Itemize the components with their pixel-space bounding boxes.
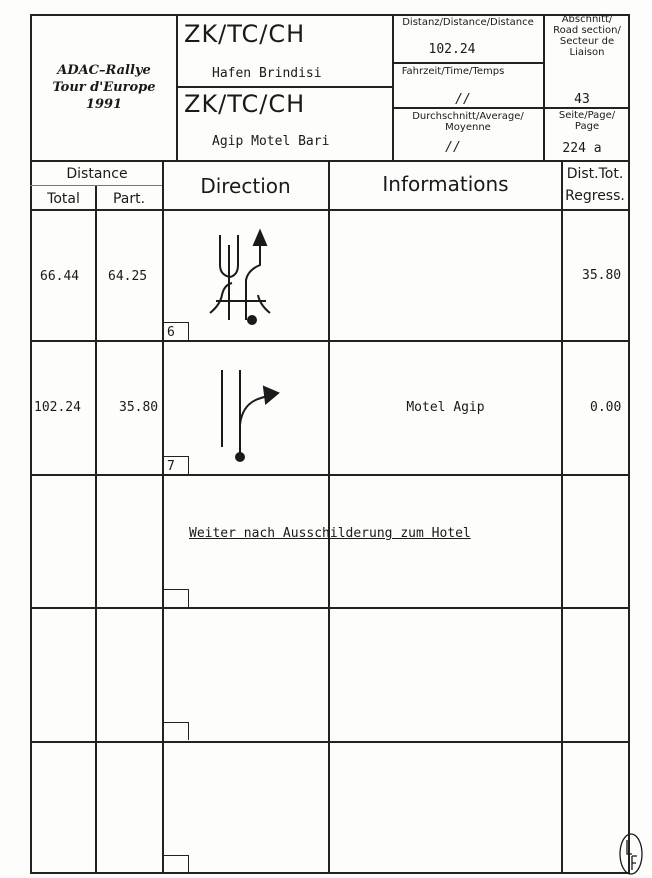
section-label-line2: Road section/ bbox=[553, 25, 621, 36]
row-2-info: Motel Agip bbox=[406, 400, 485, 415]
header-mid-line bbox=[176, 86, 392, 88]
outer-border-bottom bbox=[30, 872, 630, 874]
section-label-line1: Abschnitt/ bbox=[561, 14, 613, 25]
row-5-number bbox=[163, 855, 189, 873]
outer-border-right bbox=[628, 14, 630, 874]
route-note: Weiter nach Ausschilderung zum Hotel bbox=[189, 526, 471, 541]
col-header-dist-tot bbox=[562, 163, 628, 207]
row-1-number: 6 bbox=[163, 322, 189, 340]
row-3-number bbox=[163, 589, 189, 607]
col-header-total: Total bbox=[47, 191, 80, 207]
col-line-direction-info bbox=[328, 160, 330, 874]
row-2-regress: 0.00 bbox=[590, 400, 622, 415]
stage-code-start: ZK/TC/CH bbox=[184, 20, 306, 48]
header-divider-2 bbox=[392, 14, 394, 161]
distance-label: Distanz/Distance/Distance bbox=[402, 17, 534, 28]
row-1-part: 64.25 bbox=[108, 269, 148, 284]
header-divider-1 bbox=[176, 14, 178, 161]
col-header-part: Part. bbox=[112, 191, 146, 207]
col-header-direction: Direction bbox=[200, 174, 291, 198]
row-line-1 bbox=[30, 340, 630, 342]
outer-border-top bbox=[30, 14, 630, 16]
page-label bbox=[544, 110, 630, 132]
dist-tot-line1: Dist.Tot. bbox=[566, 166, 624, 182]
rally-year: 1991 bbox=[85, 97, 123, 112]
rally-tour: Tour d'Europe bbox=[52, 80, 156, 95]
signature-logo bbox=[618, 832, 644, 876]
distance-subheader-line bbox=[30, 185, 162, 186]
col-header-informations: Informations bbox=[382, 172, 509, 196]
col-line-info-regress bbox=[561, 160, 563, 874]
row-line-3 bbox=[30, 607, 630, 609]
page-label-line2: Page bbox=[574, 121, 600, 132]
col-line-part-direction bbox=[162, 160, 164, 874]
row-2-number: 7 bbox=[163, 456, 189, 474]
header-bottom-line bbox=[30, 160, 630, 162]
col-header-distance: Distance bbox=[66, 166, 128, 182]
average-value: // bbox=[445, 140, 461, 155]
end-location: Agip Motel Bari bbox=[212, 134, 330, 149]
row-line-4 bbox=[30, 741, 630, 743]
fork-right-icon bbox=[200, 365, 290, 470]
time-label: Fahrzeit/Time/Temps bbox=[401, 66, 505, 77]
row-4-number bbox=[163, 722, 189, 740]
col-line-total-part bbox=[95, 185, 97, 874]
distance-value: 102.24 bbox=[428, 42, 476, 57]
rally-name: ADAC–Rallye bbox=[57, 63, 151, 78]
section-label bbox=[544, 14, 630, 58]
row-2-part: 35.80 bbox=[119, 400, 159, 415]
split-lanes-keep-left-straight-icon bbox=[200, 225, 280, 330]
section-value: 43 bbox=[574, 92, 590, 107]
section-label-line3: Secteur de bbox=[559, 36, 615, 47]
column-header-bottom bbox=[30, 209, 630, 211]
time-value: // bbox=[455, 92, 471, 107]
row-1-regress: 35.80 bbox=[582, 268, 622, 283]
header-time-line bbox=[392, 107, 630, 109]
page-value: 224 a bbox=[562, 141, 602, 156]
page-label-line1: Seite/Page/ bbox=[558, 110, 616, 121]
dist-tot-line2: Regress. bbox=[565, 188, 625, 204]
rally-title bbox=[32, 62, 176, 113]
row-line-2 bbox=[30, 474, 630, 476]
average-label-line1: Durchschnitt/Average/ bbox=[412, 111, 524, 122]
row-1-total: 66.44 bbox=[40, 269, 80, 284]
start-location: Hafen Brindisi bbox=[212, 66, 322, 81]
outer-border-left bbox=[30, 14, 32, 874]
average-label-line2: Moyenne bbox=[445, 122, 491, 133]
average-label bbox=[393, 111, 543, 133]
stage-code-end: ZK/TC/CH bbox=[184, 90, 306, 118]
section-label-line4: Liaison bbox=[569, 47, 605, 58]
header-dist-line bbox=[392, 62, 543, 64]
row-2-total: 102.24 bbox=[34, 400, 81, 415]
